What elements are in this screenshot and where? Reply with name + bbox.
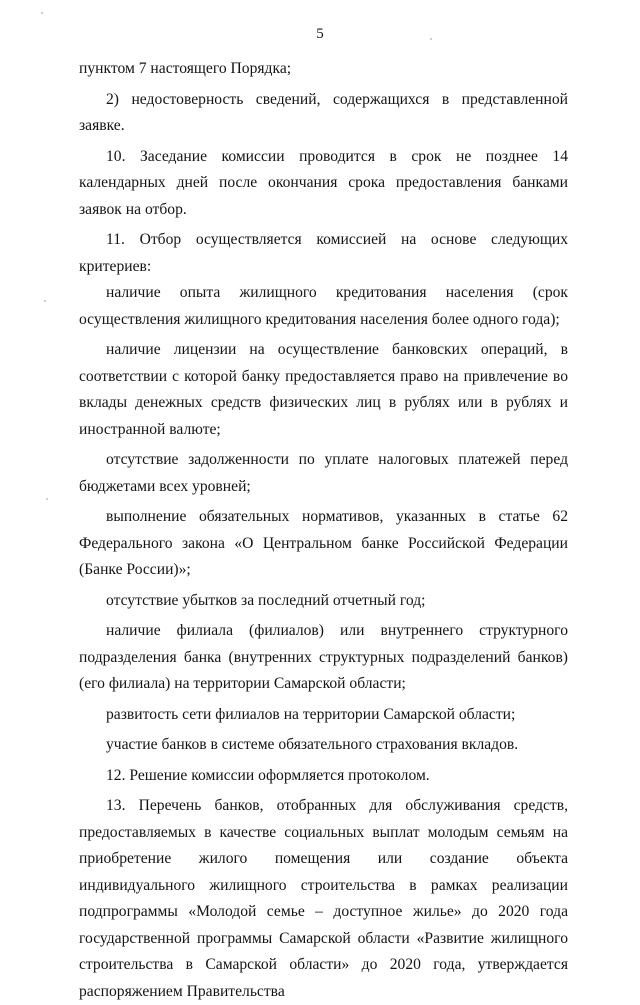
page-number: 5 — [316, 26, 324, 42]
paragraph-6: наличие лицензии на осуществление банковских операций, в соответствии с которой банку предоставляется право на привлечение во вклады денежных средств физических лиц в рублях или в рублях и иностранной валюте; — [79, 341, 568, 438]
paragraph-14: 13. Перечень банков, отобранных для обслуживания средств, предоставляемых в качестве социальных выплат молодым семьям на приобретение жилого помещения или создание объекта индивидуального жилищного строительства в рамках реализации подпрограммы «Молодой семье – доступное жилье» до 2020 года государственной программы Самарской области «Развитие жилищного строительства в Самарской области» до 2020 года, утверждается распоряжением Правительства — [79, 797, 568, 1000]
paragraph-10: наличие филиала (филиалов) или внутреннего структурного подразделения банка (внутренних структурных подразделений банков) (его филиала) на территории Самарской области; — [79, 622, 568, 692]
paragraph-11: развитость сети филиалов на территории Самарской области; — [106, 705, 516, 723]
scan-speck — [44, 300, 46, 302]
paragraph-7: отсутствие задолженности по уплате налоговых платежей перед бюджетами всех уровней; — [79, 451, 568, 495]
paragraph-2: 2) недостоверность сведений, содержащихся в представленной заявке. — [79, 90, 568, 134]
paragraph-1: пунктом 7 настоящего Порядка; — [79, 60, 292, 77]
paragraph-13: 12. Решение комиссии оформляется протоколом. — [106, 766, 430, 784]
document-body — [79, 56, 568, 1005]
paragraph-8: выполнение обязательных нормативов, указанных в статье 62 Федерального закона «О Центральном банке Российской Федерации (Банке России)»; — [79, 508, 568, 578]
paragraph-4: 11. Отбор осуществляется комиссией на основе следующих критериев: — [79, 231, 568, 275]
paragraph-12: участие банков в системе обязательного страхования вкладов. — [106, 736, 519, 753]
paragraph-3: 10. Заседание комиссии проводится в срок не позднее 14 календарных дней после окончания срока предоставления банками заявок на отбор. — [79, 147, 568, 218]
paragraph-5: наличие опыта жилищного кредитования населения (срок осуществления жилищного кредитования населения более одного года); — [79, 284, 568, 328]
paragraph-9: отсутствие убытков за последний отчетный год; — [106, 591, 426, 609]
scan-speck — [41, 12, 43, 14]
scan-speck — [46, 498, 48, 500]
